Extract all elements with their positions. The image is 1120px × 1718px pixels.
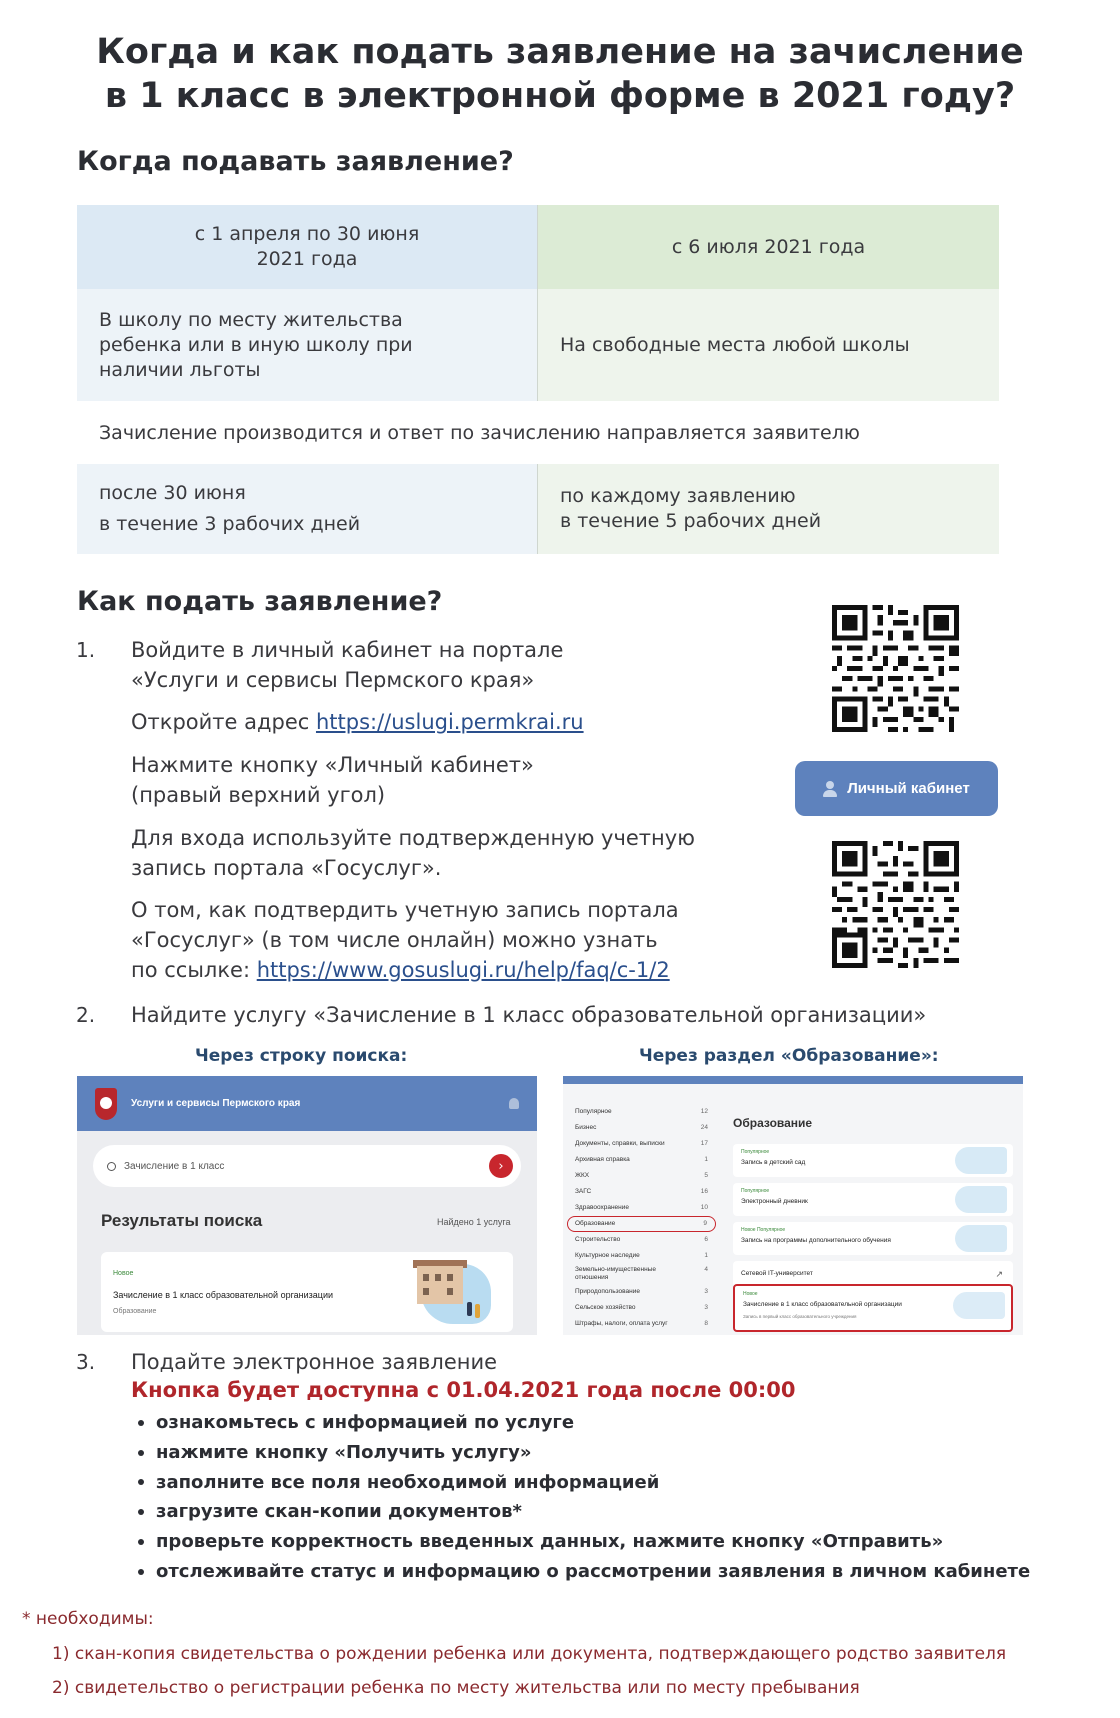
- step-3-instructions: [138, 1408, 1030, 1587]
- step-3-text: Подайте электронное заявление: [131, 1350, 498, 1374]
- results-title: Результаты поиска: [101, 1211, 263, 1230]
- school-building-illustration: [953, 1292, 1005, 1319]
- service-item-first-grade[interactable]: Новое Зачисление в 1 класс образовательной организации Запись в первый класс образовательного учреждения: [733, 1284, 1013, 1332]
- table-row: [77, 205, 999, 289]
- list-item: нажмите кнопку «Получить услугу»: [138, 1438, 1030, 1468]
- perm-crest-icon: [95, 1088, 117, 1120]
- table-row: [77, 289, 999, 401]
- menu-item[interactable]: ЖКХ 5: [575, 1172, 708, 1179]
- step-1-open-address: Откройте адрес https://uslugi.permkrai.ru: [131, 710, 584, 734]
- education-services: [730, 1084, 1020, 1335]
- screenshot-education-section: [563, 1076, 1023, 1335]
- menu-item[interactable]: Строительство 6: [575, 1236, 708, 1243]
- footnote-heading: * необходимы:: [22, 1609, 154, 1629]
- caption-search: Через строку поиска:: [195, 1046, 408, 1066]
- category-menu: [563, 1084, 720, 1335]
- step-1-intro: Войдите в личный кабинет на портале «Услуги и сервисы Пермского края»: [131, 638, 564, 692]
- search-submit-button[interactable]: ›: [489, 1154, 513, 1178]
- step-2-number: 2.: [76, 1003, 96, 1027]
- table-cell: по каждому заявлению в течение 5 рабочих дней: [537, 464, 999, 554]
- title-line-2: в 1 класс в электронной форме в 2021 году?: [104, 76, 1016, 116]
- table-cell: В школу по месту жительства ребенка или в иную школу при наличии льготы: [77, 289, 537, 401]
- search-icon: [107, 1162, 116, 1171]
- menu-item[interactable]: Здравоохранение 10: [575, 1204, 708, 1211]
- table-row-full: Зачисление производится и ответ по зачислению направляется заявителю: [99, 421, 860, 444]
- qr-code-portal: [832, 605, 959, 732]
- page-title: [40, 30, 1080, 118]
- list-item: отслеживайте статус и информацию о рассмотрении заявления в личном кабинете: [138, 1557, 1030, 1587]
- table-row: [77, 464, 999, 554]
- screenshot-search: [77, 1076, 537, 1335]
- step-1-press-button: Нажмите кнопку «Личный кабинет» (правый верхний угол): [131, 753, 534, 807]
- step-1-number: 1.: [76, 638, 96, 662]
- service-item[interactable]: Популярное Запись в детский сад: [733, 1144, 1013, 1177]
- menu-item[interactable]: Культурное наследие 1: [575, 1252, 708, 1259]
- portal-header-title: Услуги и сервисы Пермского края: [131, 1098, 301, 1109]
- personal-cabinet-button[interactable]: Личный кабинет: [795, 761, 998, 816]
- step-1-login-note: Для входа используйте подтвержденную учетную запись портала «Госуслуг».: [131, 826, 695, 880]
- service-illustration: [955, 1186, 1007, 1213]
- gosuslugi-faq-link[interactable]: https://www.gosuslugi.ru/help/faq/c-1/2: [256, 958, 670, 982]
- table-cell: На свободные места любой школы: [537, 289, 999, 401]
- user-icon[interactable]: [509, 1098, 519, 1109]
- menu-item-education[interactable]: Образование 9: [567, 1216, 716, 1232]
- menu-item[interactable]: Штрафы, налоги, оплата услуг 8: [575, 1320, 708, 1327]
- menu-item[interactable]: Популярное 12: [575, 1108, 708, 1115]
- service-tag: Новое: [113, 1270, 134, 1277]
- section-when-heading: Когда подавать заявление?: [77, 146, 514, 177]
- service-category: Образование: [113, 1308, 157, 1315]
- step-3-number: 3.: [76, 1350, 96, 1374]
- external-link-icon: ↗: [995, 1270, 1003, 1280]
- menu-item[interactable]: Природопользование 3: [575, 1288, 708, 1295]
- table-head-period-1: с 1 апреля по 30 июня 2021 года: [77, 205, 537, 289]
- service-illustration: [955, 1147, 1007, 1174]
- menu-item[interactable]: Архивная справка 1: [575, 1156, 708, 1163]
- footnote-item-1: 1) скан-копия свидетельства о рождении ребенка или документа, подтверждающего родство заявителя: [52, 1644, 1007, 1664]
- user-icon: [823, 781, 837, 797]
- section-title: Образование: [733, 1116, 813, 1130]
- menu-item[interactable]: Земельно-имущественные отношения 4: [575, 1266, 708, 1281]
- service-item[interactable]: Популярное Электронный дневник: [733, 1183, 1013, 1216]
- service-item[interactable]: Сетевой IT-университет ↗: [733, 1261, 1013, 1287]
- step-1-confirm-note: О том, как подтвердить учетную запись портала «Госуслуг» (в том числе онлайн) можно узнать по ссылке: https://www.gosuslugi.ru/help/faq/c-1/2: [131, 898, 679, 982]
- timing-table: [77, 205, 999, 554]
- menu-item[interactable]: Бизнес 24: [575, 1124, 708, 1131]
- list-item: проверьте корректность введенных данных, нажмите кнопку «Отправить»: [138, 1527, 1030, 1557]
- service-illustration: [955, 1225, 1007, 1252]
- service-card[interactable]: [101, 1252, 513, 1332]
- button-availability-note: Кнопка будет доступна с 01.04.2021 года после 00:00: [131, 1378, 796, 1402]
- portal-link[interactable]: https://uslugi.permkrai.ru: [315, 710, 584, 734]
- list-item: загрузите скан-копии документов*: [138, 1497, 1030, 1527]
- table-cell: после 30 июня в течение 3 рабочих дней: [77, 464, 537, 554]
- section-how-heading: Как подать заявление?: [77, 586, 443, 617]
- step-2-text: Найдите услугу «Зачисление в 1 класс образовательной организации»: [131, 1003, 927, 1027]
- list-item: заполните все поля необходимой информацией: [138, 1468, 1030, 1498]
- caption-education-section: Через раздел «Образование»:: [639, 1046, 939, 1066]
- service-item[interactable]: Новое Популярное Запись на программы дополнительного обучения: [733, 1222, 1013, 1255]
- school-building-illustration: [405, 1258, 491, 1326]
- results-count: Найдено 1 услуга: [437, 1217, 511, 1227]
- table-head-period-2: с 6 июля 2021 года: [537, 205, 999, 289]
- list-item: ознакомьтесь с информацией по услуге: [138, 1408, 1030, 1438]
- menu-item[interactable]: Сельское хозяйство 3: [575, 1304, 708, 1311]
- menu-item[interactable]: Документы, справки, выписки 17: [575, 1140, 708, 1147]
- menu-item[interactable]: ЗАГС 16: [575, 1188, 708, 1195]
- search-input[interactable]: Зачисление в 1 класс ›: [93, 1145, 521, 1187]
- portal-header: [77, 1076, 537, 1131]
- footnote-item-2: 2) свидетельство о регистрации ребенка по месту жительства или по месту пребывания: [52, 1678, 860, 1698]
- service-title: Зачисление в 1 класс образовательной организации: [113, 1290, 334, 1300]
- title-line-1: Когда и как подать заявление на зачисление: [96, 32, 1024, 72]
- qr-code-gosuslugi: [832, 841, 959, 968]
